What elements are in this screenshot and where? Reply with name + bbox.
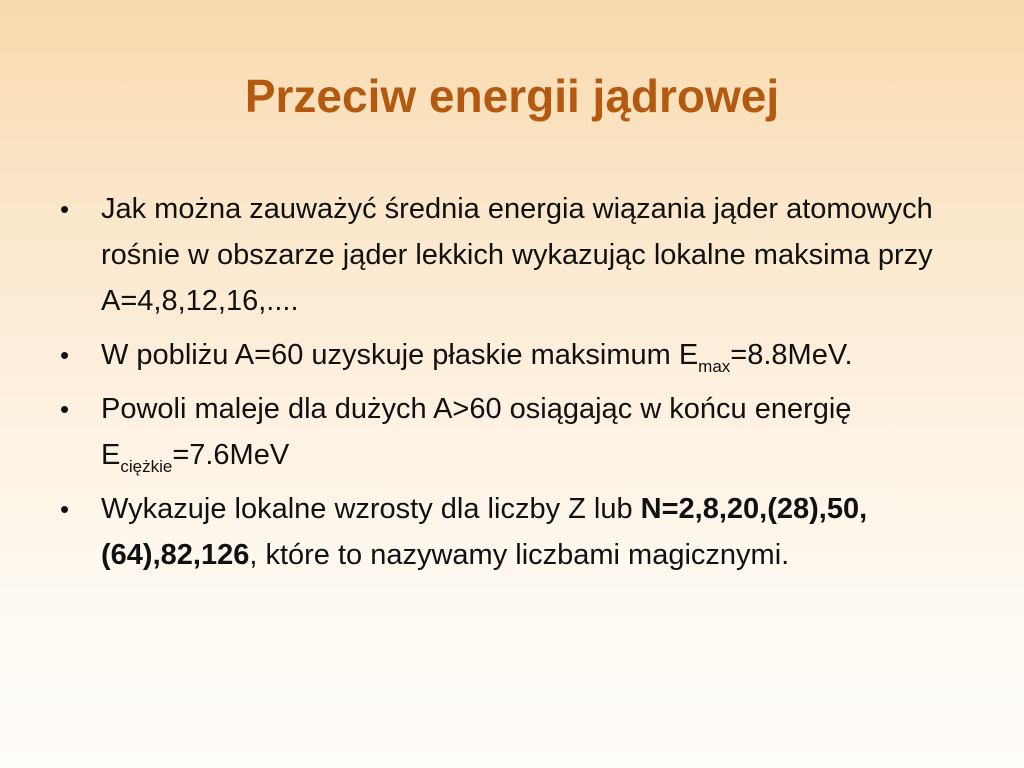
bullet-list xyxy=(60,186,960,586)
slide-title: Przeciw energii jądrowej xyxy=(244,70,780,122)
bullet-text-before: W pobliżu A=60 uzyskuje płaskie maksimum E xyxy=(101,339,699,371)
bullet-subscript: max xyxy=(698,357,731,376)
bullet-item-2 xyxy=(60,332,960,378)
bullet-subscript: ciężkie xyxy=(120,457,173,476)
bullet-item-4 xyxy=(60,486,960,578)
bullet-icon: • xyxy=(60,194,70,224)
bullet-text-after: =7.6MeV xyxy=(172,439,290,471)
bullet-item-1 xyxy=(60,186,960,324)
magic-numbers: N=2,8,20,(28),50,(64),82,126 xyxy=(101,493,868,571)
bullet-text-before: Wykazuje lokalne wzrosty dla liczby Z lub xyxy=(101,493,641,525)
bullet-icon: • xyxy=(60,394,70,424)
bullet-text-before: Powoli maleje dla dużych A>60 osiągając w końcu energię E xyxy=(101,393,852,471)
bullet-icon: • xyxy=(60,494,70,524)
bullet-item-3 xyxy=(60,386,960,478)
bullet-icon: • xyxy=(60,340,70,370)
bullet-text-after: =8.8MeV. xyxy=(730,339,853,371)
bullet-text: Jak można zauważyć średnia energia wiązania jąder atomowych rośnie w obszarze jąder lekkich wykazując lokalne maksima przy A=4,8,12,16,.... xyxy=(101,193,933,317)
bullet-text-after: , które to nazywamy liczbami magicznymi. xyxy=(249,539,790,571)
